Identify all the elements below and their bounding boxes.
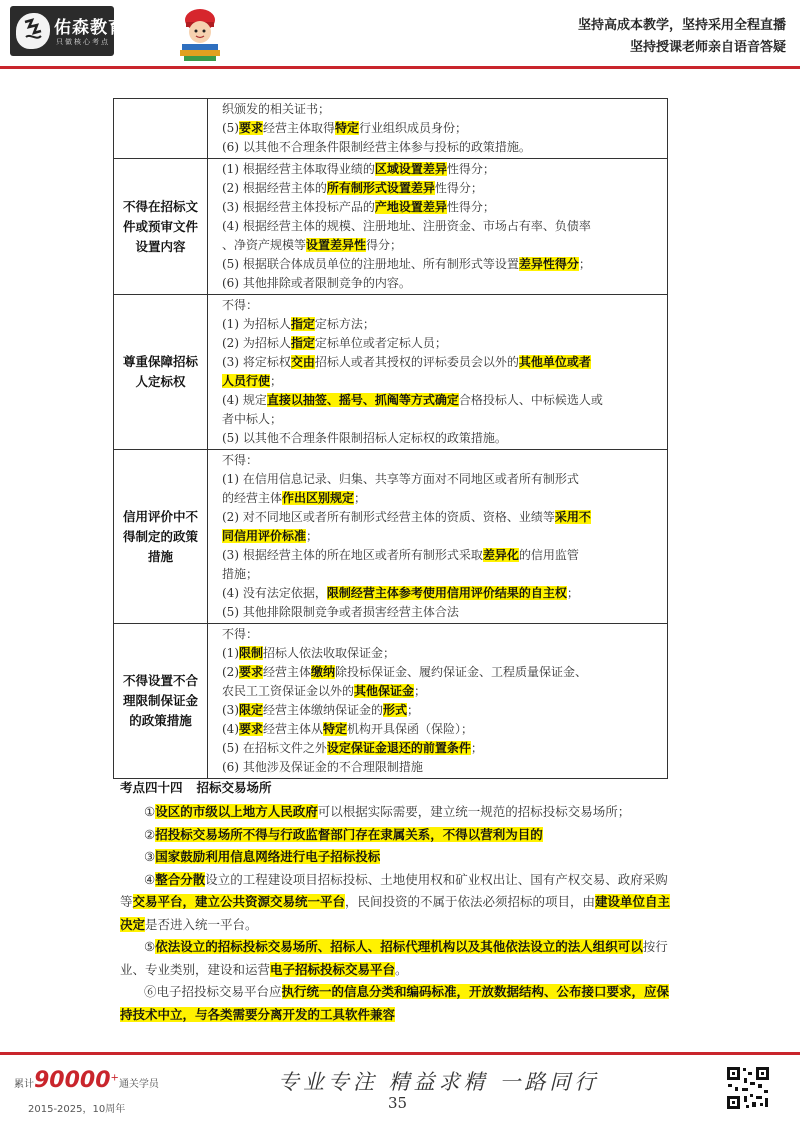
text-segment: 性得分； — [446, 200, 495, 214]
content-line — [222, 372, 661, 391]
text-segment: ⑥电子招投标交易平台应 — [144, 984, 282, 999]
slogan-line-2: 坚持授课老师亲自语音答疑 — [629, 40, 786, 55]
highlighted-text: 区域设置差异 — [374, 162, 447, 176]
learner-stat — [14, 1068, 159, 1093]
policy-table — [113, 98, 668, 779]
section-paragraph — [120, 801, 680, 824]
content-line — [222, 470, 661, 489]
highlighted-text: 依法设立的 — [155, 939, 218, 954]
content-line — [222, 255, 661, 274]
text-segment: (6) 以其他不合理条件限制经营主体参与投标的政策措施。 — [222, 140, 531, 154]
row-content — [208, 295, 668, 450]
table-row — [114, 450, 668, 624]
text-segment: (4) — [222, 722, 239, 736]
text-segment: (1) 根据经营主体取得业绩的 — [222, 162, 375, 176]
table-row — [114, 624, 668, 779]
content-line — [222, 179, 661, 198]
text-segment: (5) — [222, 121, 239, 135]
text-segment: ； — [470, 741, 483, 755]
highlighted-text: 产地设置差异 — [374, 200, 447, 214]
content-line — [222, 274, 661, 293]
highlighted-text: 特定 — [323, 722, 348, 736]
text-segment: ； — [270, 374, 283, 388]
text-segment: 招标人依法收取保证金； — [263, 646, 396, 660]
highlighted-text: 同信用评价标准 — [222, 529, 307, 543]
page-header — [0, 0, 800, 70]
section-heading: 招标交易场所 — [196, 780, 272, 795]
section-paragraphs — [120, 801, 680, 1026]
highlighted-text: 形式 — [383, 703, 408, 717]
highlighted-text: 其他保证金 — [354, 684, 415, 698]
highlighted-text: 整合分散 — [155, 871, 206, 887]
text-segment: (5) 以其他不合理条件限制招标人定标权的政策措施。 — [222, 431, 507, 445]
text-segment: 性得分； — [446, 162, 495, 176]
text-segment: (4) 根据经营主体的规模、注册地址、注册资金、市场占有率、负债率 — [222, 219, 591, 233]
highlighted-text: 限制经营主体参考使用信用评价结果的自主权 — [326, 586, 567, 600]
content-line — [222, 663, 661, 682]
text-segment: (1) 为招标人 — [222, 317, 291, 331]
highlighted-text: 其他单位或者 — [518, 355, 591, 369]
text-segment: (5) 其他排除限制竞争或者损害经营主体合法 — [222, 605, 459, 619]
section-paragraph — [120, 846, 680, 869]
stat-plus: + — [110, 1072, 119, 1084]
handwritten-motto: 专业专注 精益求精 一路同行 — [278, 1070, 600, 1094]
text-segment: 。 — [395, 961, 408, 977]
text-segment: 性得分； — [434, 181, 483, 195]
highlighted-text: 指定 — [290, 317, 315, 331]
text-segment: ； — [306, 529, 319, 543]
row-content — [208, 450, 668, 624]
row-heading: 不得设置不合理限制保证金的政策措施 — [114, 624, 208, 779]
content-line — [222, 603, 661, 622]
highlighted-text: 要求 — [239, 121, 264, 135]
text-segment: 机构开具保函（保险）； — [347, 722, 474, 736]
text-segment: 农民工工资保证金以外的 — [222, 684, 355, 698]
row-heading: 尊重保障招标人定标权 — [114, 295, 208, 450]
highlighted-text: 采用不 — [554, 510, 591, 524]
exam-point-section — [120, 777, 680, 1026]
anniversary-text: 2015-2025，10周年 — [28, 1104, 126, 1115]
row-content — [208, 99, 668, 159]
text-segment: (3) 根据经营主体的所在地区或者所有制形式采取 — [222, 548, 483, 562]
highlighted-text: 所有制形式设置差异 — [326, 181, 435, 195]
text-segment: (5) 根据联合体成员单位的注册地址、所有制形式等设置 — [222, 257, 519, 271]
content-line — [222, 584, 661, 603]
content-line — [222, 489, 661, 508]
text-segment: 除投标保证金、履约保证金、工程质量保证金、 — [335, 665, 588, 679]
content-line — [222, 100, 661, 119]
content-line — [222, 451, 661, 470]
highlighted-text: 交易平台，建立公共资源交易统一平台 — [132, 894, 346, 909]
highlighted-text: 差异性得分 — [518, 257, 579, 271]
content-line — [222, 391, 661, 410]
text-segment: (3) — [222, 703, 239, 717]
text-segment: ； — [566, 586, 579, 600]
text-segment: 经营主体缴纳保证金的 — [263, 703, 384, 717]
page-number: 35 — [388, 1094, 408, 1112]
content-line — [222, 429, 661, 448]
slogan-line-1: 坚持高成本教学，坚持采用全程直播 — [577, 18, 786, 33]
highlighted-text: 作出区别规定 — [282, 491, 355, 505]
highlighted-text: 设置差异性 — [306, 238, 367, 252]
highlighted-text: 缴纳 — [311, 665, 336, 679]
content-line — [222, 160, 661, 179]
content-line — [222, 217, 661, 236]
content-line — [222, 625, 661, 644]
text-segment: ④ — [144, 871, 156, 887]
content-line — [222, 546, 661, 565]
row-content — [208, 624, 668, 779]
text-segment: (1) 在信用信息记录、归集、共享等方面对不同地区或者所有制形式 — [222, 472, 579, 486]
content-line — [222, 527, 661, 546]
stat-number: 90000 — [34, 1068, 111, 1093]
highlighted-text: 建设单位自主决定 — [120, 894, 671, 932]
text-segment: (3) 将定标权 — [222, 355, 291, 369]
content-line — [222, 508, 661, 527]
section-paragraph — [120, 936, 680, 981]
highlighted-text: 限制 — [239, 646, 264, 660]
text-segment: (5) 在招标文件之外 — [222, 741, 327, 755]
content-line — [222, 315, 661, 334]
content-line — [222, 758, 661, 777]
table-row — [114, 295, 668, 450]
row-content — [208, 159, 668, 295]
text-segment: (2) 根据经营主体的 — [222, 181, 327, 195]
text-segment: 者中标人； — [222, 412, 283, 426]
highlighted-text: 要求 — [239, 722, 264, 736]
seal-icon — [16, 13, 50, 49]
mascot-icon — [172, 4, 228, 62]
text-segment: ① — [144, 804, 156, 819]
brand-logo — [10, 6, 126, 56]
text-segment: 经营主体 — [263, 665, 312, 679]
text-segment: 得分； — [366, 238, 403, 252]
text-segment: 、净资产规模等 — [222, 238, 307, 252]
text-segment: 定标单位或者定标人员； — [314, 336, 447, 350]
text-segment: ； — [578, 257, 591, 271]
text-segment: ② — [144, 826, 156, 842]
content-line — [222, 739, 661, 758]
text-segment: (2) — [222, 665, 239, 679]
text-segment: ； — [407, 703, 420, 717]
section-title — [120, 777, 680, 799]
content-line — [222, 198, 661, 217]
section-paragraph — [120, 824, 680, 847]
text-segment: 经营主体取得 — [263, 121, 336, 135]
text-segment: (4) 规定 — [222, 393, 267, 407]
section-paragraph — [120, 981, 680, 1026]
content-line — [222, 236, 661, 255]
content-line — [222, 410, 661, 429]
table-row — [114, 159, 668, 295]
row-heading: 信用评价中不得制定的政策措施 — [114, 450, 208, 624]
row-heading: 不得在招标文件或预审文件设置内容 — [114, 159, 208, 295]
text-segment: 按行业、专业类别，建设和运营 — [120, 939, 668, 977]
text-segment: (6) 其他排除或者限制竞争的内容。 — [222, 276, 411, 290]
text-segment: 合格投标人、中标候选人或 — [458, 393, 603, 407]
content-line — [222, 701, 661, 720]
text-segment: 不得： — [222, 298, 259, 312]
text-segment: ，民间投资的不属于依法必须招标的项目，由 — [345, 894, 596, 909]
highlighted-text: 直接以抽签、摇号、抓阄等方式确定 — [266, 393, 459, 407]
header-divider — [0, 66, 800, 69]
text-segment: 是否进入统一平台。 — [145, 916, 258, 932]
content-line — [222, 353, 661, 372]
stat-suffix: 通关学员 — [118, 1079, 159, 1090]
text-segment: (6) 其他涉及保证金的不合理限制措施 — [222, 760, 423, 774]
highlighted-text: 招投标交易场所不得与行政监督部门存在隶属关系，不得以营利为目的 — [155, 826, 543, 842]
text-segment: 不得： — [222, 627, 259, 641]
text-segment: 织颁发的相关证书； — [222, 102, 331, 116]
text-segment: ； — [354, 491, 367, 505]
content-line — [222, 334, 661, 353]
logo-title: 佑森教育 — [54, 18, 126, 38]
content-line — [222, 565, 661, 584]
highlighted-text: 招标投标交易场所、招标人、招标代理机构以及其他依法设立的法人组织可以 — [217, 939, 643, 954]
text-segment: ； — [414, 684, 427, 698]
text-segment: ③ — [144, 849, 156, 864]
content-line — [222, 138, 661, 157]
content-line — [222, 644, 661, 663]
text-segment: 定标方法； — [314, 317, 375, 331]
row-heading — [114, 99, 208, 159]
text-segment: (3) 根据经营主体投标产品的 — [222, 200, 375, 214]
highlighted-text: 指定 — [290, 336, 315, 350]
highlighted-text: 电子招标投标交易平台 — [270, 961, 396, 977]
text-segment: (2) 为招标人 — [222, 336, 291, 350]
qr-code-icon — [726, 1066, 770, 1110]
text-segment: (1) — [222, 646, 239, 660]
highlighted-text: 限定 — [239, 703, 264, 717]
content-line — [222, 720, 661, 739]
text-segment: 经营主体从 — [263, 722, 324, 736]
highlighted-text: 特定 — [335, 121, 360, 135]
table-row — [114, 99, 668, 159]
text-segment: 招标人或者其授权的评标委员会以外的 — [314, 355, 519, 369]
highlighted-text: 国家鼓励利用信息网络进行电子招标投标 — [155, 849, 381, 864]
text-segment: 不得： — [222, 453, 259, 467]
highlighted-text: 执行统一的信息分类和编码标准，开放数据结构、公布接口要求，应保持技术中立，与各类需要分离开发的工具软件兼容 — [120, 984, 670, 1022]
highlighted-text: 设定保证金退还的前置条件 — [326, 741, 471, 755]
highlighted-text: 人员行使 — [222, 374, 271, 388]
text-segment: (2) 对不同地区或者所有制形式经营主体的资质、资格、业绩等 — [222, 510, 555, 524]
policy-table-body — [114, 99, 668, 779]
text-segment: ⑤ — [144, 939, 156, 954]
section-number: 考点四十四 — [120, 780, 183, 795]
text-segment: 的经营主体 — [222, 491, 283, 505]
section-paragraph — [120, 869, 680, 937]
text-segment: 可以根据实际需要，建立统一规范的招标投标交易场所； — [317, 804, 631, 819]
text-segment: 行业组织成员身份； — [359, 121, 468, 135]
text-segment: (4) 没有法定依据， — [222, 586, 327, 600]
content-line — [222, 682, 661, 701]
text-segment: 设立的工程建设项目招标投标、土地使用权和矿业权出让、国有产权交易、政府采购等 — [120, 871, 668, 909]
highlighted-text: 交由 — [290, 355, 315, 369]
content-line — [222, 119, 661, 138]
text-segment: 措施； — [222, 567, 259, 581]
text-segment: 的信用监管 — [518, 548, 579, 562]
highlighted-text: 差异化 — [482, 548, 519, 562]
content-line — [222, 296, 661, 315]
highlighted-text: 设区的市级以上地方人民政府 — [155, 804, 318, 819]
footer-divider — [0, 1052, 800, 1055]
highlighted-text: 要求 — [239, 665, 264, 679]
stat-prefix: 累计 — [14, 1079, 34, 1090]
logo-subtitle: 只做核心考点 — [56, 38, 110, 46]
